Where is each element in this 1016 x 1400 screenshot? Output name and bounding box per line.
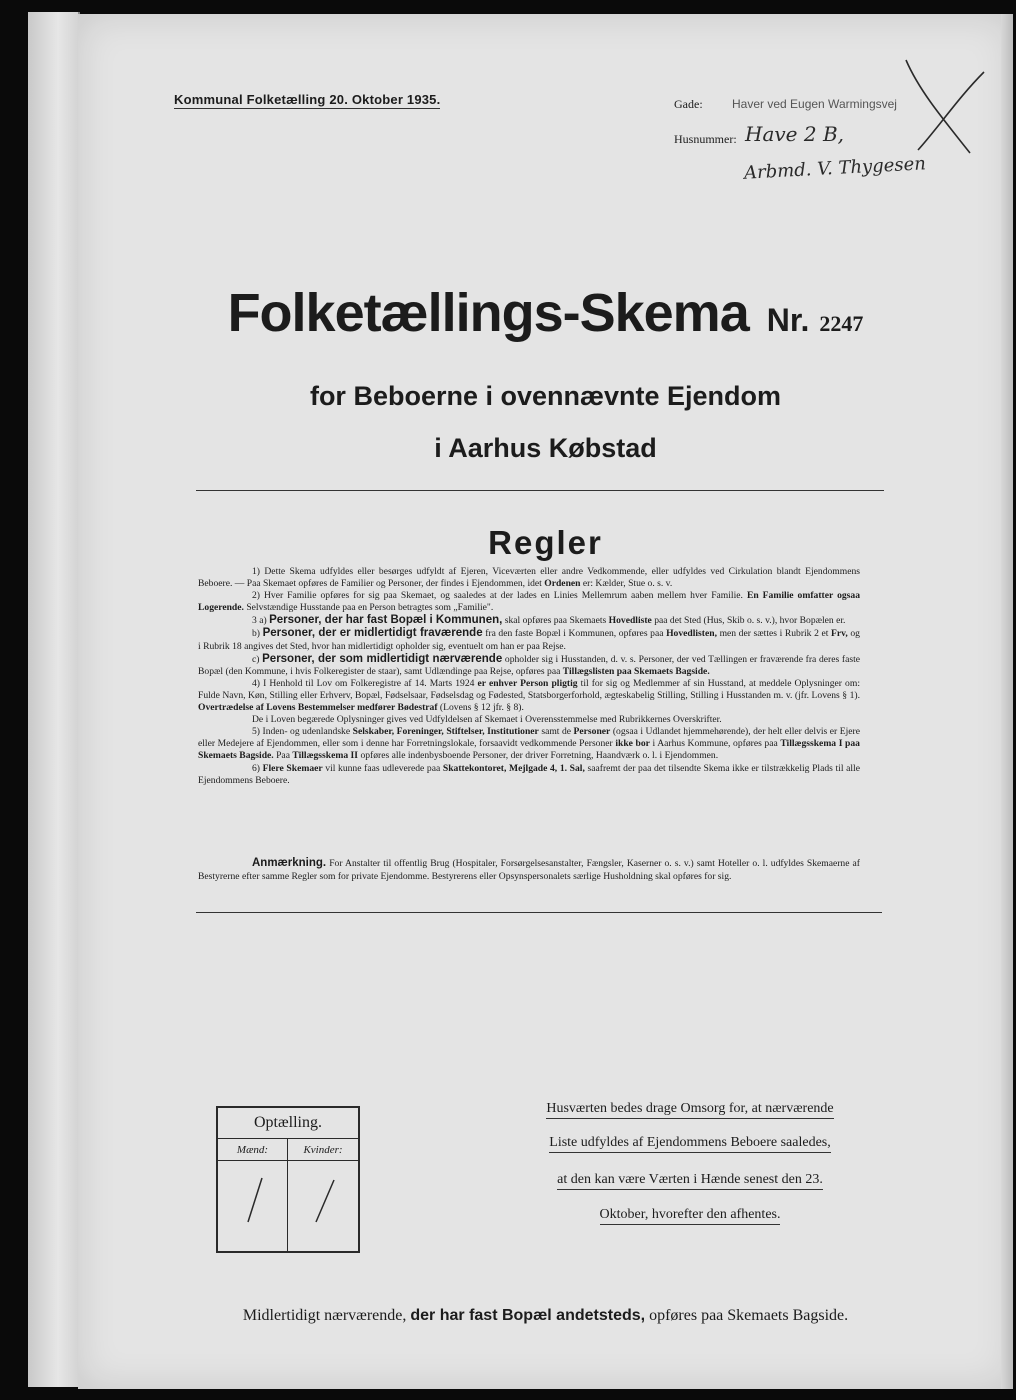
tally-men-mark bbox=[240, 1176, 270, 1226]
form-title-main: Folketællings-Skema bbox=[227, 283, 749, 343]
husnummer-handwritten: Have 2 B, bbox=[745, 122, 844, 146]
handwritten-cross-mark bbox=[898, 58, 988, 158]
rule-6: 6) Flere Skemaer vil kunne faas udleverede paa Skattekontoret, Mejlgade 4, 1. Sal, saafremt der paa det tilsendte Skema ikke er tilstrækkelig Plads til alle Ejendommens Beboere. bbox=[198, 762, 860, 786]
rules-text bbox=[198, 566, 860, 787]
census-heading: Kommunal Folketælling 20. Oktober 1935. bbox=[174, 92, 441, 107]
rule-4: 4) I Henhold til Lov om Folkeregistre af 14. Marts 1924 er enhver Person pligtig til for sig og Medlemmer af sin Husstand, at meddele Oplysninger om: Fulde Navn, Køn, Stilling eller Erhverv, Bopæl, Fødselsaar, Fødselsdag og Fødested, Statsborgerforhold, ægteskabelig Stilling, Stilling i Husstanden m. v. (jfr. Lovens § 1). Overtrædelse af Lovens Bestemmelser medfører Bødestraf (Lovens § 12 jfr. § 8). bbox=[198, 677, 860, 714]
rule-2: 2) Hver Familie opføres for sig paa Skemaet, og saaledes at der lades en Linies Mellemrum aaben mellem hver Familie. En Familie omfatter ogsaa Logerende. Selvstændige Husstande paa en Person betragtes som „Familie". bbox=[198, 590, 860, 614]
book-binding bbox=[28, 12, 80, 1387]
tally-women-mark bbox=[310, 1178, 340, 1226]
annotation-note bbox=[198, 857, 860, 883]
tally-divider bbox=[218, 1138, 358, 1139]
notice-line-4: Oktober, hvorefter den afhentes. bbox=[522, 1207, 858, 1223]
tally-header-divider bbox=[218, 1160, 358, 1161]
annotation-text: For Anstalter til offentlig Brug (Hospitaler, Forsørgelsesanstalter, Fængsler, Kaserner o. s. v.) samt Hoteller o. l. udfyldes Skemaerne af Bestyrerne efter samme Regler som for private Ejendomme. Bestyrerens eller Opsynspersonalets særlige Husholdning skal opføres for sig. bbox=[198, 858, 860, 882]
form-number-label: Nr. bbox=[766, 302, 810, 338]
gade-value: Haver ved Eugen Warmingsvej bbox=[732, 97, 897, 111]
tally-men-label: Mænd: bbox=[236, 1144, 269, 1156]
owner-handwritten: Arbmd. V. Thygesen bbox=[743, 153, 927, 184]
rule-5: 5) Inden- og udenlandske Selskaber, Foreninger, Stiftelser, Institutioner samt de Personer (ogsaa i Udlandet hjemmehørende), der helt eller delvis er Ejere eller Medejere af Ejendommen, eller som i denne har Forretningslokale, forsaavidt vedkommende Personer ikke bor i Aarhus Kommune, opføres paa Tillægsskema I paa Skemaets Bagside. Paa Tillægsskema II opføres alle indenbysboende Personer, der driver Forretning, Haandværk o. l. i Ejendommen. bbox=[198, 726, 860, 762]
annotation-label: Anmærkning. bbox=[252, 857, 327, 869]
tally-box bbox=[216, 1106, 360, 1253]
form-city: i Aarhus Købstad bbox=[434, 433, 657, 463]
notice-line-1: Husværten bedes drage Omsorg for, at nærværende bbox=[522, 1101, 858, 1117]
rules-heading: Regler bbox=[488, 524, 603, 561]
rule-3b: b) Personer, der er midlertidigt fraværende fra den faste Bopæl i Kommunen, opføres paa Hovedlisten, men der sættes i Rubrik 2 et Frv, og i Rubrik 18 angives det Sted, hvor han midlertidigt opholder sig, eventuelt om han er paa Rejse. bbox=[198, 627, 860, 652]
form-title bbox=[78, 282, 1013, 344]
census-form-page bbox=[78, 14, 1013, 1389]
tally-women-label: Kvinder: bbox=[303, 1144, 343, 1156]
notice-line-3: at den kan være Værten i Hænde senest den 23. bbox=[522, 1172, 858, 1188]
rule-3a: 3 a) Personer, der har fast Bopæl i Kommunen, skal opføres paa Skemaets Hovedliste paa det Sted (Hus, Skib o. s. v.), hvor Bopælen er. bbox=[252, 614, 846, 627]
tally-title: Optælling. bbox=[253, 1114, 322, 1131]
form-number-value: 2247 bbox=[819, 311, 864, 336]
footer-note: Midlertidigt nærværende, der har fast Bopæl andetsteds, opføres paa Skemaets Bagside. bbox=[242, 1307, 849, 1324]
notice-line-2: Liste udfyldes af Ejendommens Beboere saaledes, bbox=[522, 1135, 858, 1151]
divider-top bbox=[196, 490, 884, 491]
divider-bottom bbox=[196, 912, 882, 913]
page-edge bbox=[1001, 14, 1013, 1389]
rule-1: 1) Dette Skema udfyldes eller besørges udfyldt af Ejeren, Viceværten eller andre Vedkommende, eller udfyldes ved Cirkulation blandt Ejendommens Beboere. — Paa Skemaet opføres de Familier og Personer, der findes i Ejendommen, idet Ordenen er: Kælder, Stue o. s. v. bbox=[198, 566, 860, 590]
form-subtitle: for Beboerne i ovennævnte Ejendom bbox=[309, 381, 782, 411]
husnummer-label: Husnummer: bbox=[674, 132, 737, 146]
rule-3c: c) Personer, der som midlertidigt nærværende opholder sig i Husstanden, d. v. s. Personer, der ved Tællingen er fraværende fra deres faste Bopæl (den Kommune, i hvis Folkeregister de staar), samt Udlændinge paa Rejse, opføres paa Tillægslisten paa Skemaets Bagside. bbox=[198, 652, 860, 677]
gade-label: Gade: bbox=[674, 97, 703, 111]
rule-4-note: De i Loven begærede Oplysninger gives ved Udfyldelsen af Skemaet i Overensstemmelse med Rubrikkernes Overskrifter. bbox=[252, 714, 722, 726]
